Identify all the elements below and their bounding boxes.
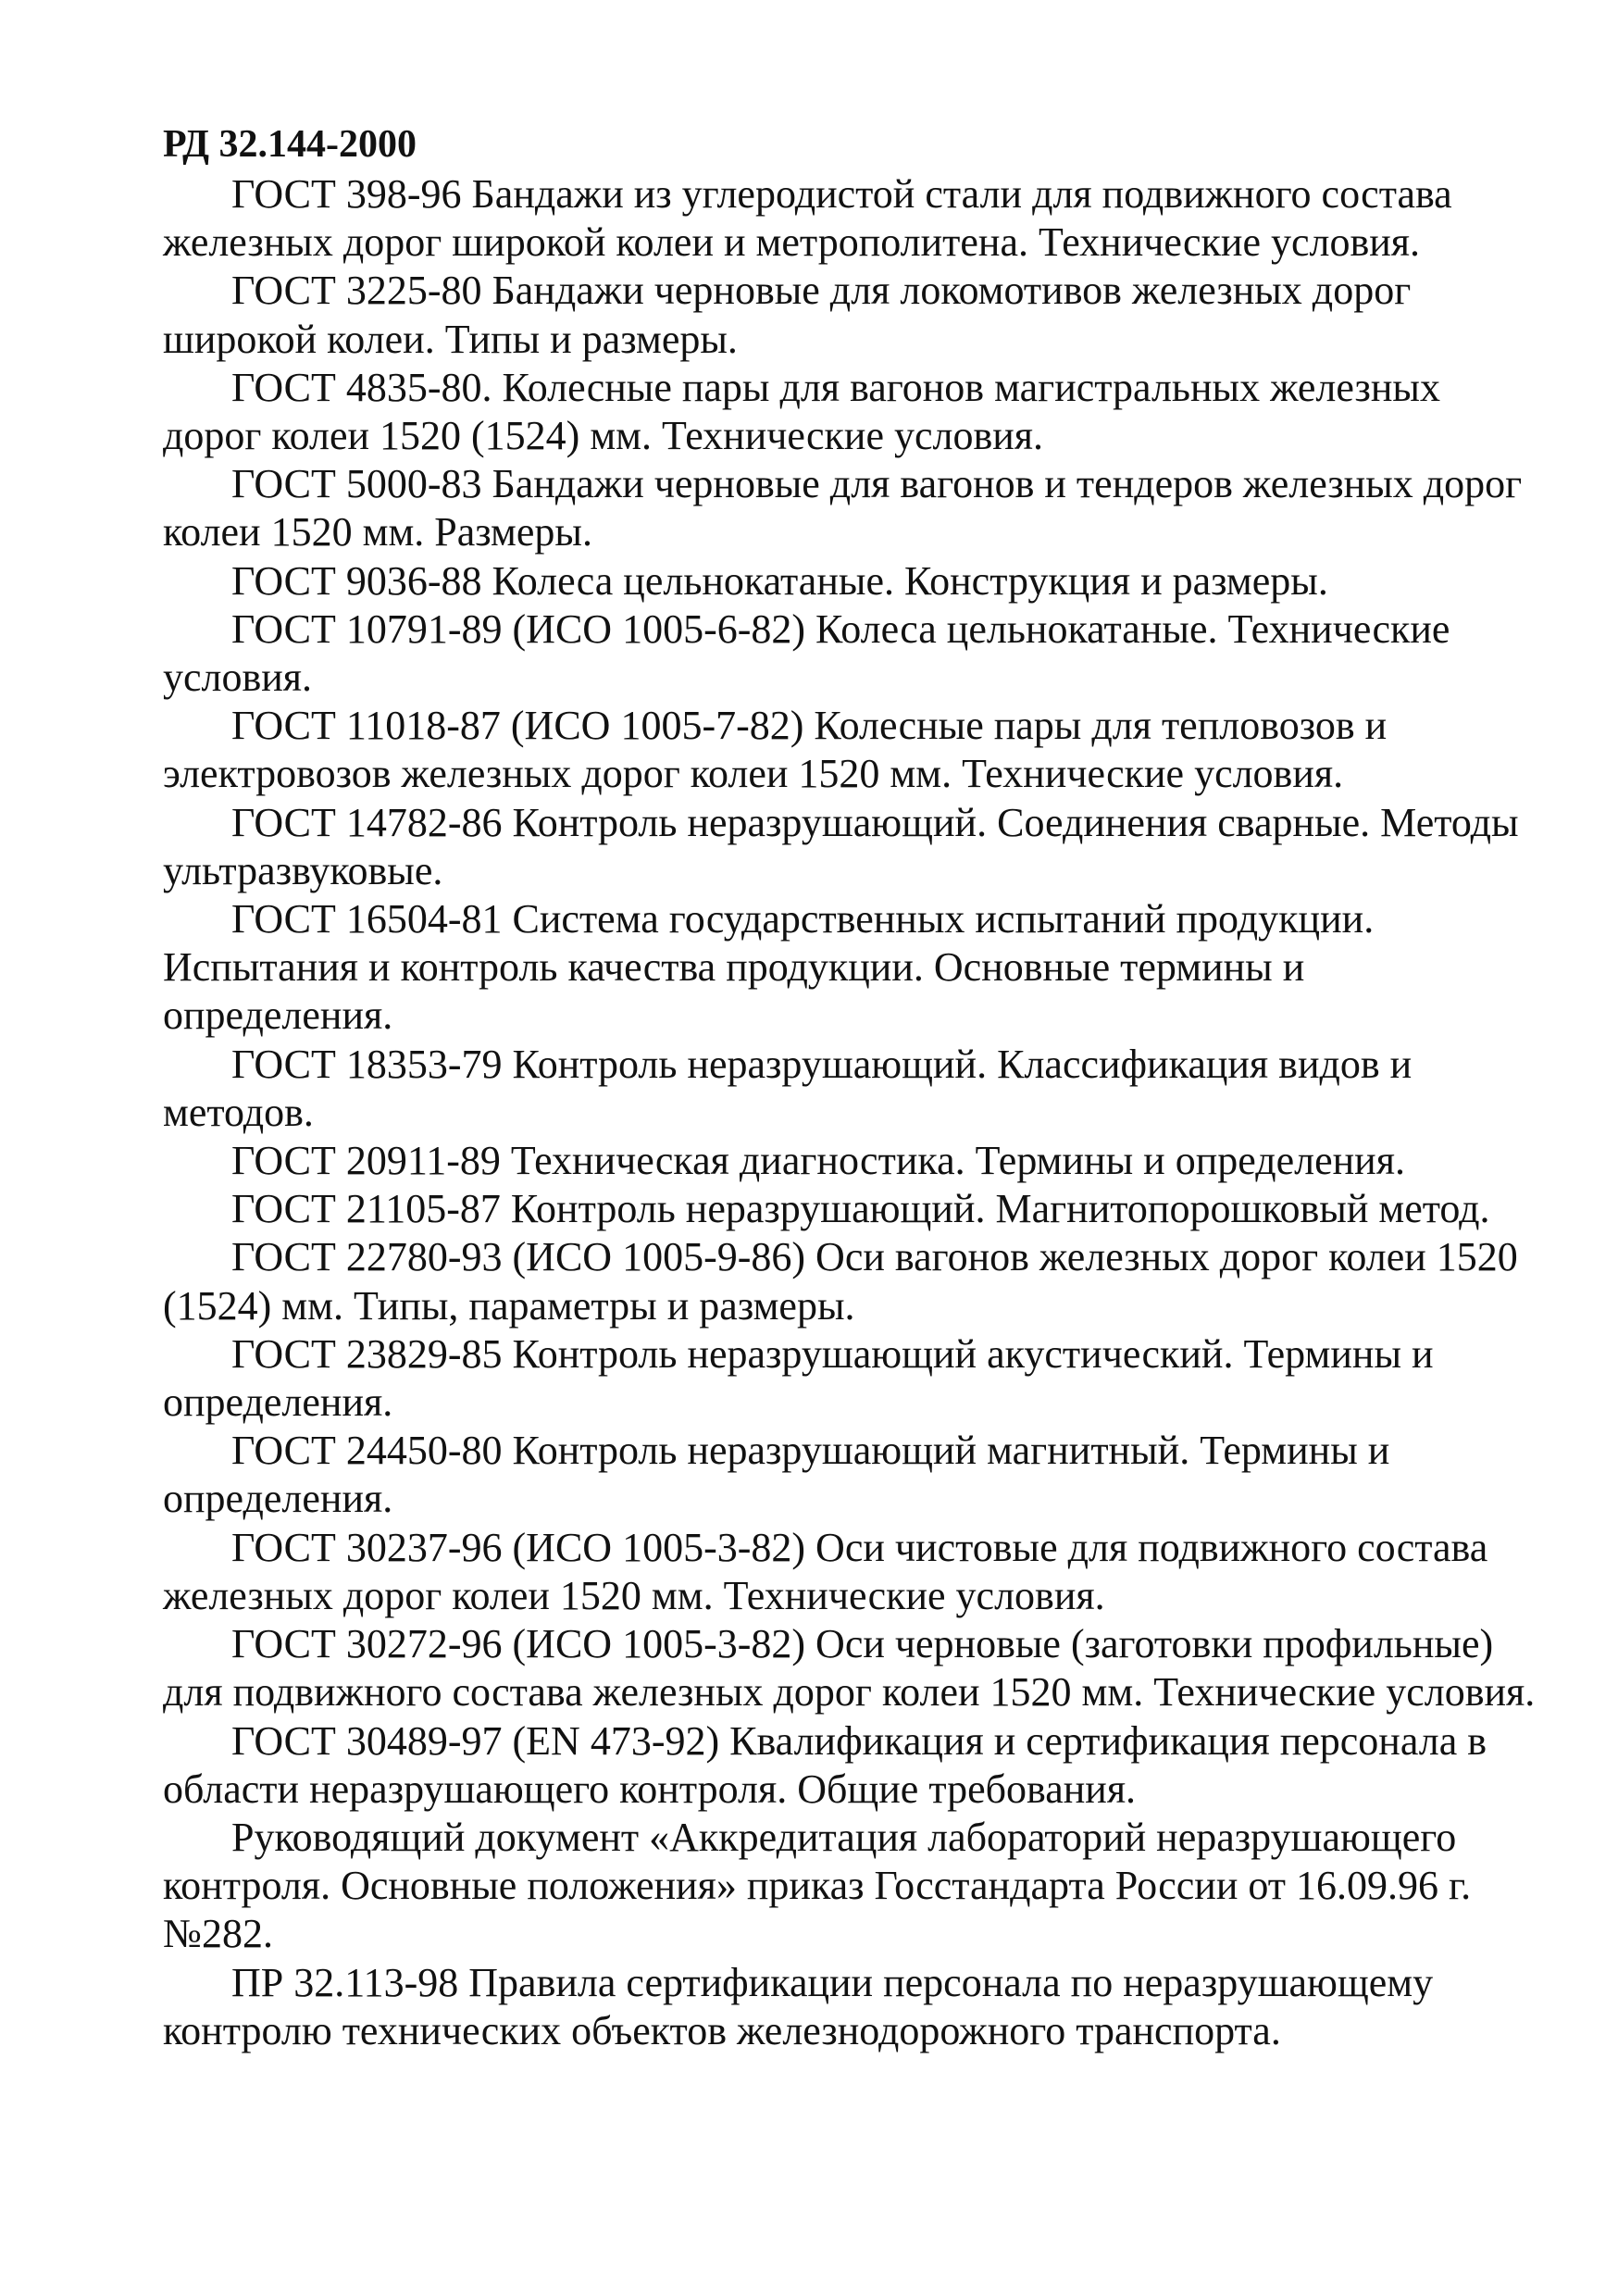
reference-item: ГОСТ 16504-81 Система государственных испытаний продукции. Испытания и контроль качества продукции. Основные термины и определения. xyxy=(163,896,1375,1039)
reference-item: Руководящий документ «Аккредитация лабораторий неразрушающего контроля. Основные положения» приказ Госстандарта России от 16.09.96 г. №282. xyxy=(163,1814,1472,1957)
reference-item: ГОСТ 24450-80 Контроль неразрушающий магнитный. Термины и определения. xyxy=(163,1428,1390,1522)
reference-item: ПР 32.113-98 Правила сертификации персонала по неразрушающему контролю технических объектов железнодорожного транспорта. xyxy=(163,1959,1434,2053)
reference-item: ГОСТ 30489-97 (EN 473-92) Квалификация и сертификация персонала в области неразрушающего контроля. Общие требования. xyxy=(163,1717,1487,1812)
reference-item: ГОСТ 30272-96 (ИСО 1005-3-82) Оси черновые (заготовки профильные) для подвижного состава железных дорог колеи 1520 мм. Технические условия. xyxy=(163,1621,1536,1716)
reference-item: ГОСТ 30237-96 (ИСО 1005-3-82) Оси чистовые для подвижного состава железных дорог колеи 1520 мм. Технические условия. xyxy=(163,1524,1488,1618)
document-code: РД 32.144-2000 xyxy=(163,123,417,166)
reference-item: ГОСТ 11018-87 (ИСО 1005-7-82) Колесные пары для тепловозов и электровозов железных дорог колеи 1520 мм. Технические условия. xyxy=(163,703,1388,797)
reference-list xyxy=(163,170,1542,2055)
reference-item: ГОСТ 18353-79 Контроль неразрушающий. Классификация видов и методов. xyxy=(163,1041,1413,1135)
reference-item: ГОСТ 5000-83 Бандажи черновые для вагонов и тендеров железных дорог колеи 1520 мм. Размеры. xyxy=(163,461,1523,555)
reference-item: ГОСТ 9036-88 Колеса цельнокатаные. Конструкция и размеры. xyxy=(231,557,1328,604)
reference-item: ГОСТ 20911-89 Техническая диагностика. Термины и определения. xyxy=(231,1138,1405,1184)
reference-item: ГОСТ 23829-85 Контроль неразрушающий акустический. Термины и определения. xyxy=(163,1330,1434,1426)
reference-item: ГОСТ 398-96 Бандажи из углеродистой стали для подвижного состава железных дорог широкой колеи и метрополитена. Технические условия. xyxy=(163,171,1452,266)
reference-item: ГОСТ 4835-80. Колесные пары для вагонов магистральных железных дорог колеи 1520 (1524) мм. Технические условия. xyxy=(163,364,1440,459)
reference-item: ГОСТ 10791-89 (ИСО 1005-6-82) Колеса цельнокатаные. Технические условия. xyxy=(163,605,1450,701)
reference-item: ГОСТ 22780-93 (ИСО 1005-9-86) Оси вагонов железных дорог колеи 1520 (1524) мм. Типы, параметры и размеры. xyxy=(163,1234,1518,1329)
reference-item: ГОСТ 21105-87 Контроль неразрушающий. Магнитопорошковый метод. xyxy=(231,1186,1490,1232)
reference-item: ГОСТ 3225-80 Бандажи черновые для локомотивов железных дорог широкой колеи. Типы и размеры. xyxy=(163,268,1412,362)
reference-item: ГОСТ 14782-86 Контроль неразрушающий. Соединения сварные. Методы ультразвуковые. xyxy=(163,799,1519,893)
